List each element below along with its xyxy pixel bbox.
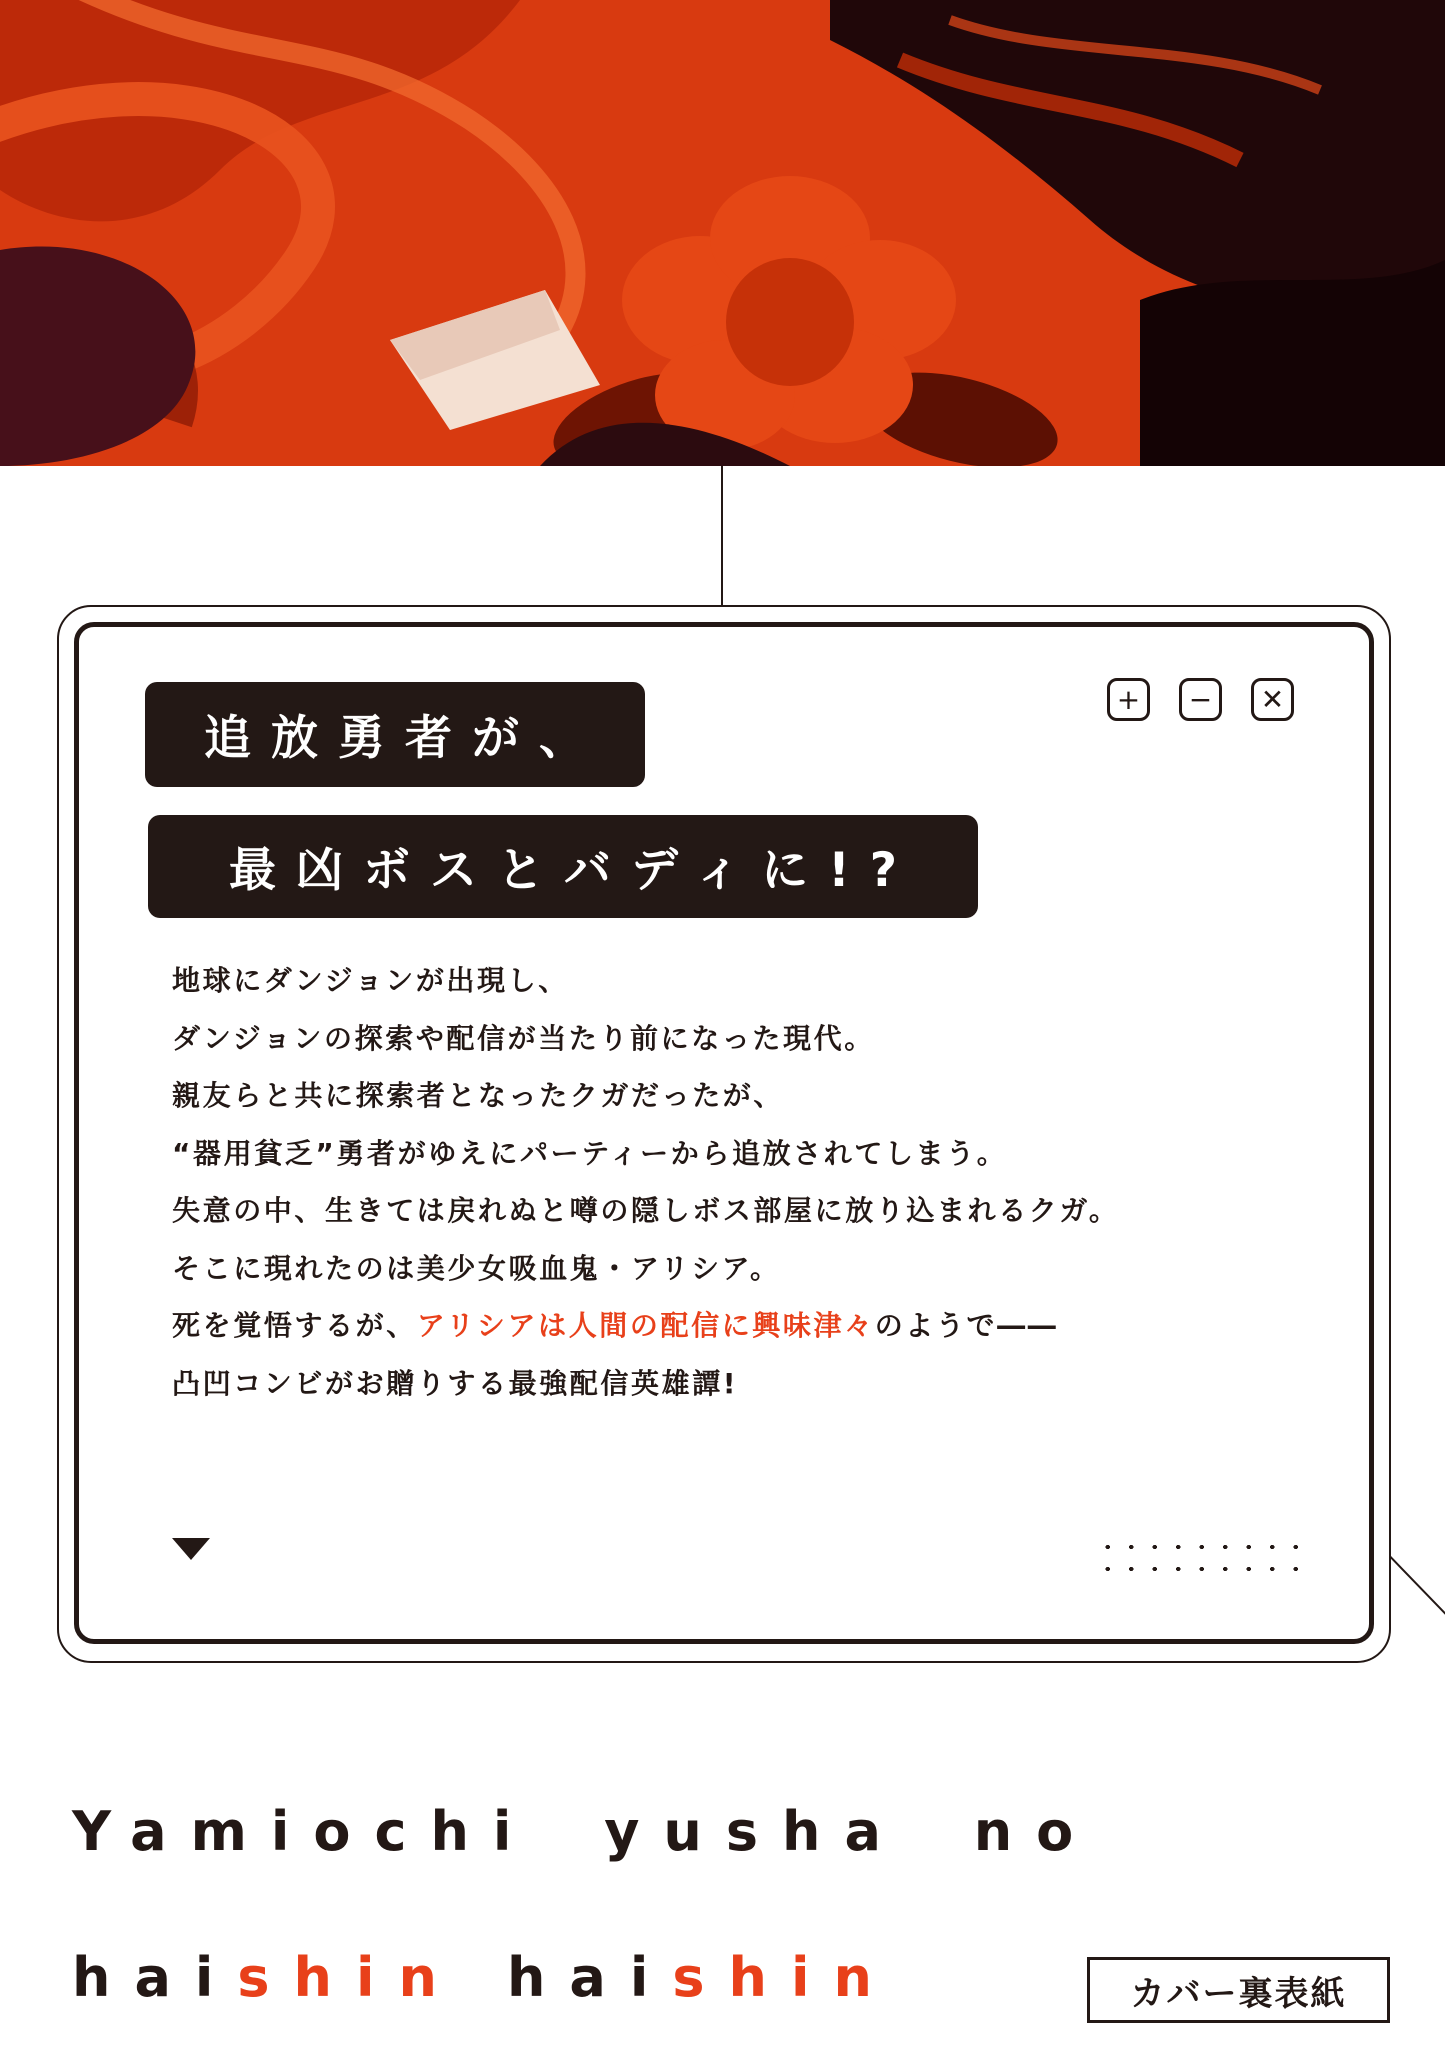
cover-label-text: カバー裏表紙 <box>1130 1973 1347 2014</box>
synopsis-emphasis-red: アリシアは人間の配信に興味津々 <box>416 1309 875 1342</box>
synopsis-segment: 死を覚悟するが、 <box>172 1309 417 1342</box>
synopsis-block <box>172 952 1292 1412</box>
synopsis-line: 地球にダンジョンが出現し、 <box>172 964 569 997</box>
synopsis-line <box>172 1297 1292 1355</box>
romaji-word-black: hai <box>506 1946 673 2009</box>
corner-callout-line <box>1390 1556 1445 1616</box>
dialog-advance-triangle-icon[interactable] <box>172 1538 210 1560</box>
headline-banner-1 <box>145 682 645 787</box>
maximize-button[interactable]: + <box>1107 678 1150 721</box>
romaji-word-black: hai <box>72 1946 238 2009</box>
headline-text-2: 最凶ボスとバディに!? <box>229 843 917 898</box>
synopsis-line: ダンジョンの探索や配信が当たり前になった現代。 <box>172 1021 875 1055</box>
synopsis-line: 親友らと共に探索者となったクガだったが、 <box>172 1079 785 1112</box>
window-controls <box>1107 678 1294 721</box>
key-visual-artwork <box>0 0 1445 466</box>
romaji-title-line-1: Yamiochi yusha no <box>72 1800 1098 1863</box>
synopsis-line: そこに現れたのは美少女吸血鬼・アリシア。 <box>172 1251 781 1285</box>
synopsis-line: “器用貧乏”勇者がゆえにパーティーから追放されてしまう。 <box>172 1136 1008 1170</box>
minimize-button[interactable]: − <box>1179 678 1222 721</box>
romaji-title-line-2 <box>72 1946 896 2009</box>
close-button[interactable]: ✕ <box>1251 678 1294 721</box>
headline-text-1: 追放勇者が、 <box>204 711 606 766</box>
connector-line <box>721 466 723 606</box>
headline-banner-2 <box>148 815 978 918</box>
synopsis-segment: のようで―― <box>874 1309 1059 1342</box>
dot-grid-decoration <box>1096 1536 1308 1580</box>
romaji-word-red: shin <box>672 1946 896 2009</box>
synopsis-line: 失意の中、生きては戻れぬと噂の隠しボス部屋に放り込まれるクガ。 <box>172 1194 1120 1227</box>
cover-label-box <box>1087 1957 1390 2023</box>
synopsis-line: 凸凹コンビがお贈りする最強配信英雄譚! <box>172 1366 739 1400</box>
romaji-word-red: shin <box>237 1946 461 2009</box>
